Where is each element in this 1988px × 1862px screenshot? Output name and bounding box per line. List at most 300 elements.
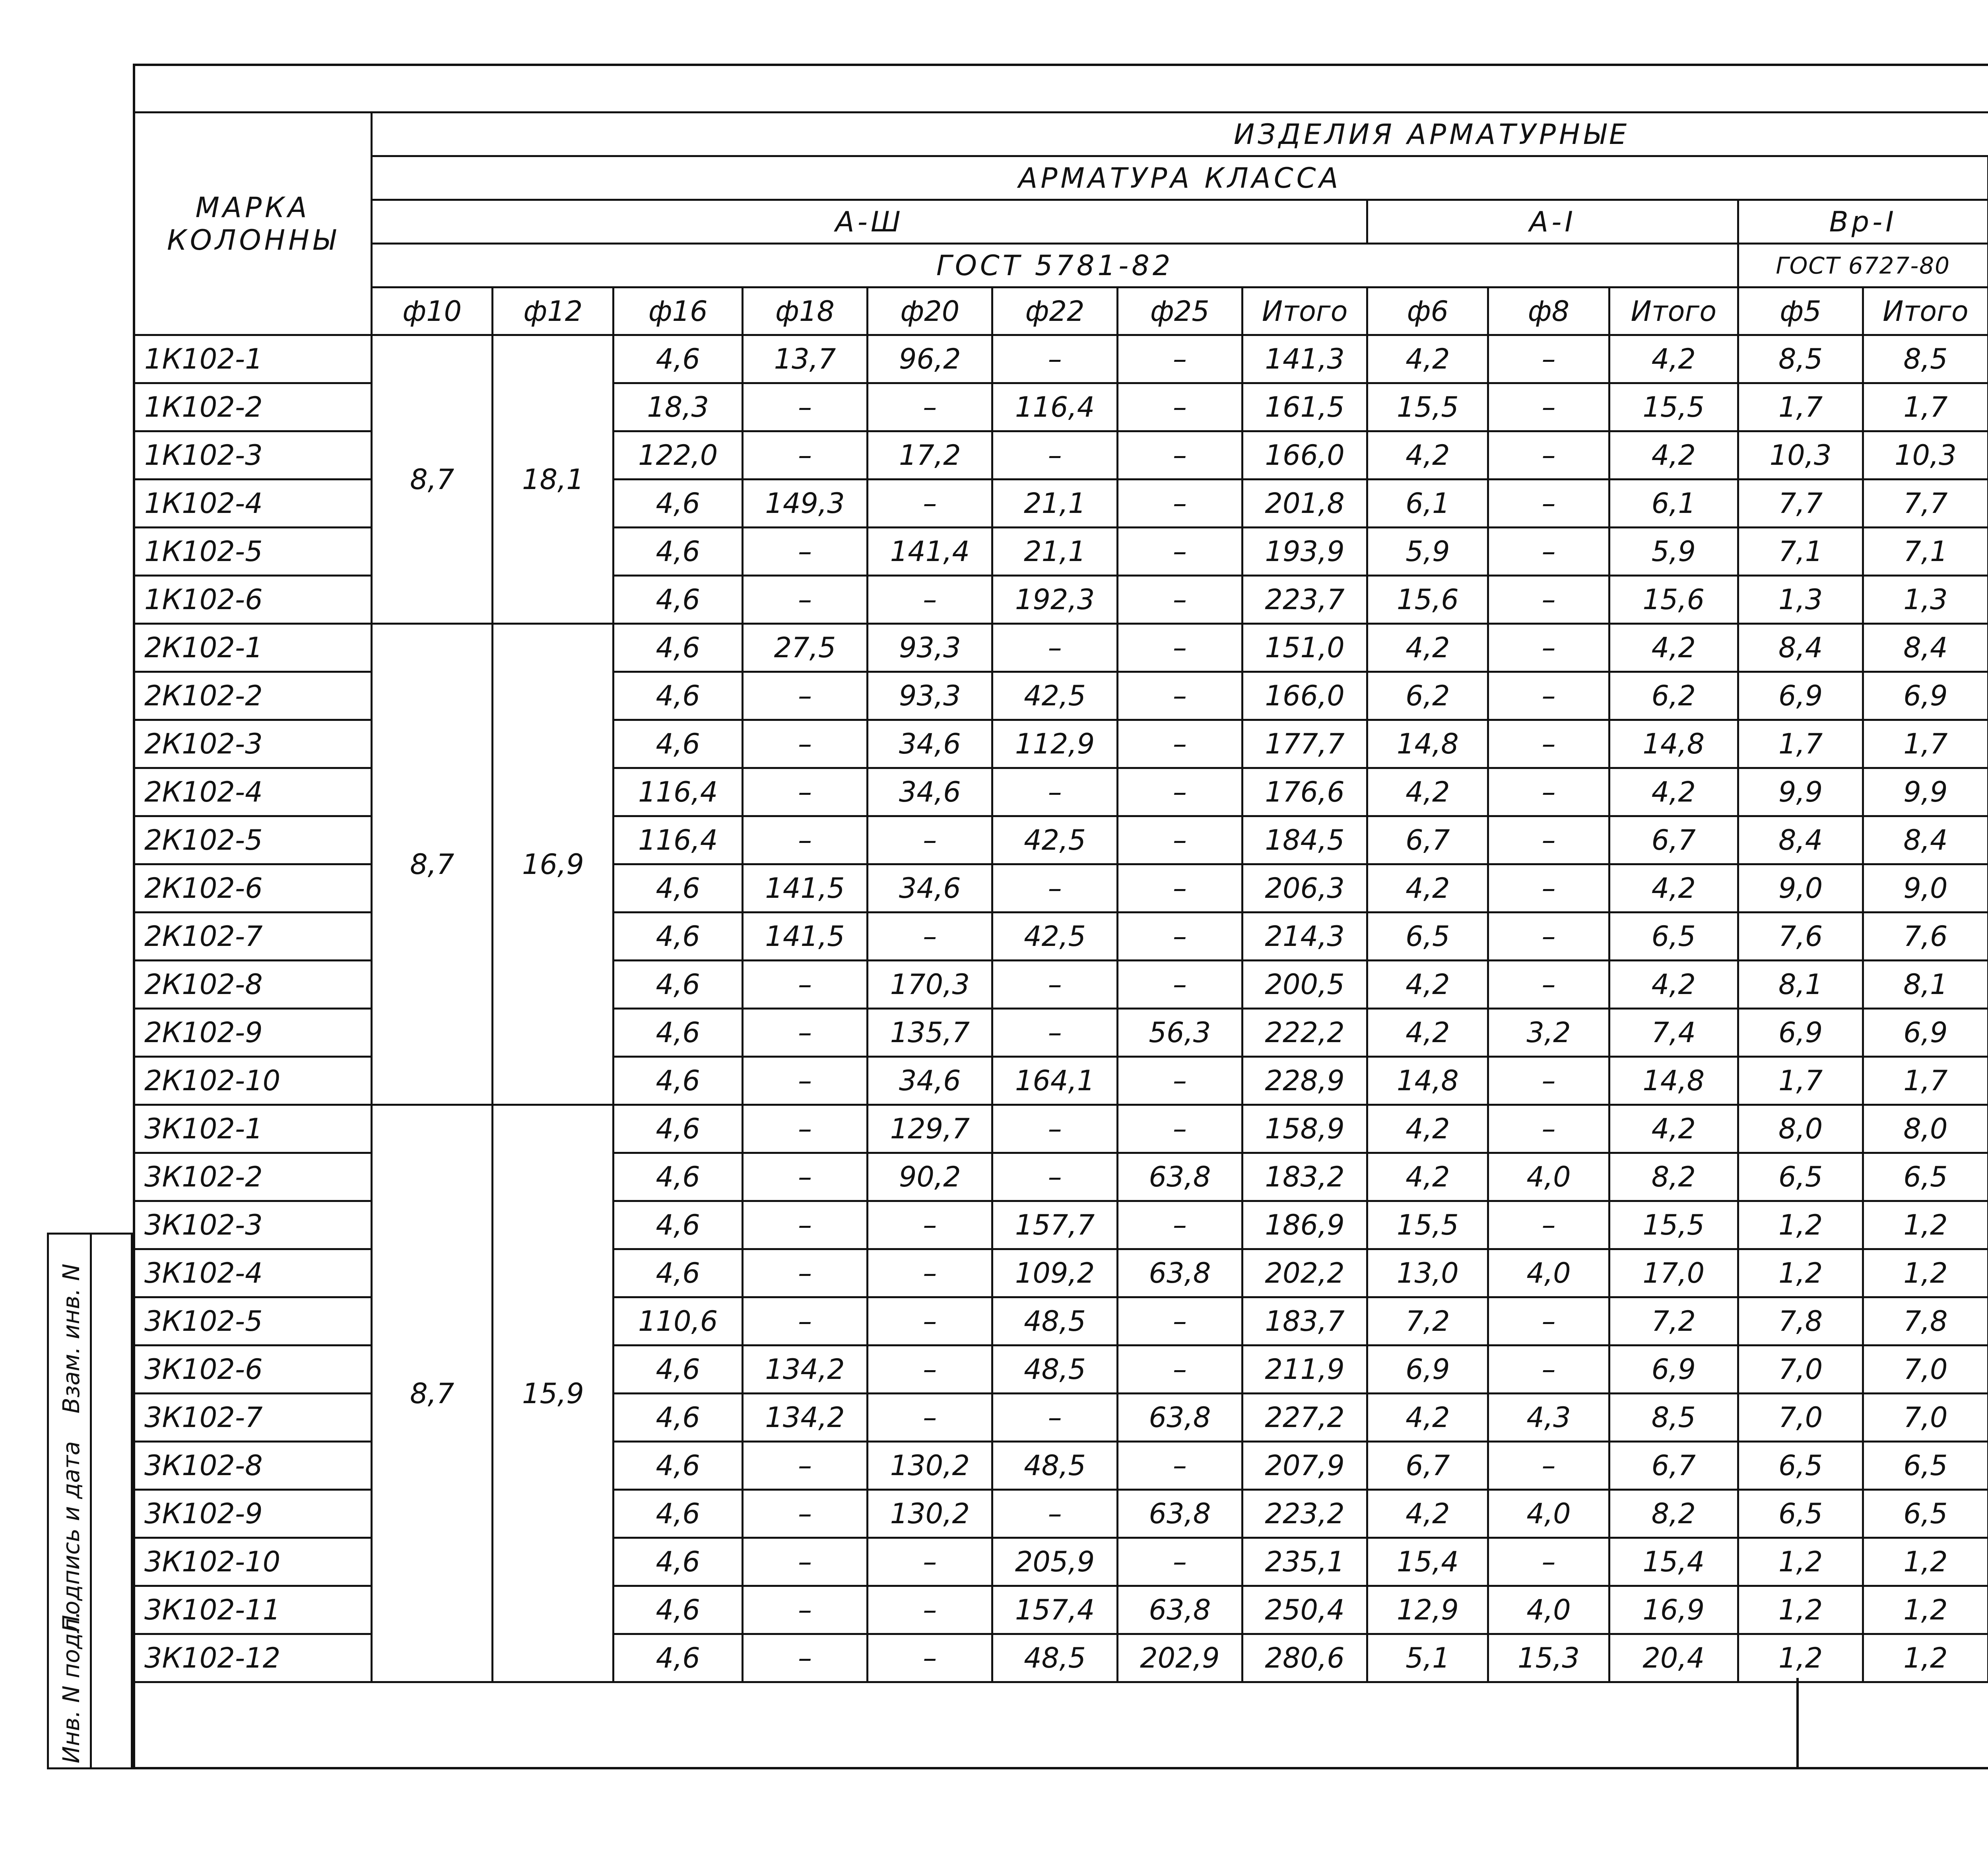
value-cell: 1,2 bbox=[1738, 1538, 1863, 1586]
value-cell: 4,6 bbox=[613, 1105, 742, 1153]
value-cell: – bbox=[742, 961, 867, 1009]
subheader-cell: ф12 bbox=[493, 287, 613, 335]
value-cell: 157,4 bbox=[992, 1586, 1117, 1634]
value-cell: 7,6 bbox=[1738, 913, 1863, 961]
value-cell: – bbox=[742, 1153, 867, 1201]
value-cell: – bbox=[1117, 1057, 1242, 1105]
value-cell: 4,0 bbox=[1488, 1249, 1609, 1297]
header-arm-class: АРМАТУРА КЛАССА bbox=[372, 156, 1988, 200]
value-cell: 34,6 bbox=[868, 768, 992, 816]
value-cell: 4,2 bbox=[1609, 624, 1738, 672]
value-cell: 48,5 bbox=[992, 1297, 1117, 1346]
value-cell: – bbox=[868, 1394, 992, 1442]
value-cell: 16,9 bbox=[1609, 1586, 1738, 1634]
row-mark: 2К102-9 bbox=[134, 1009, 372, 1057]
value-cell: 4,2 bbox=[1609, 1105, 1738, 1153]
value-cell: 134,2 bbox=[742, 1394, 867, 1442]
value-cell: 8,5 bbox=[1738, 335, 1863, 383]
value-cell: 1,7 bbox=[1863, 383, 1988, 431]
subheader-cell: ф5 bbox=[1738, 287, 1863, 335]
value-cell: 116,4 bbox=[613, 816, 742, 864]
value-cell: 6,5 bbox=[1863, 1442, 1988, 1490]
document-code bbox=[1796, 1678, 1988, 1769]
header-column-mark: МАРКА КОЛОННЫ bbox=[134, 113, 372, 335]
table-row bbox=[134, 1105, 1988, 1153]
value-cell: – bbox=[992, 864, 1117, 913]
value-cell: – bbox=[742, 720, 867, 768]
value-cell: 186,9 bbox=[1242, 1201, 1367, 1249]
value-cell: 48,5 bbox=[992, 1634, 1117, 1682]
value-cell: 4,2 bbox=[1367, 1394, 1488, 1442]
row-mark: 3К102-7 bbox=[134, 1394, 372, 1442]
value-cell: 176,6 bbox=[1242, 768, 1367, 816]
value-cell: 34,6 bbox=[868, 1057, 992, 1105]
value-cell: 56,3 bbox=[1117, 1009, 1242, 1057]
value-cell: 14,8 bbox=[1367, 1057, 1488, 1105]
value-cell: 8,1 bbox=[1863, 961, 1988, 1009]
value-cell: 6,7 bbox=[1367, 816, 1488, 864]
value-cell: 4,2 bbox=[1367, 961, 1488, 1009]
row-mark: 3К102-8 bbox=[134, 1442, 372, 1490]
row-mark: 3К102-3 bbox=[134, 1201, 372, 1249]
row-mark: 3К102-2 bbox=[134, 1153, 372, 1201]
value-cell: 4,0 bbox=[1488, 1153, 1609, 1201]
value-cell: 4,6 bbox=[613, 913, 742, 961]
value-cell: 134,2 bbox=[742, 1346, 867, 1394]
value-cell: – bbox=[1488, 1201, 1609, 1249]
value-cell: – bbox=[1488, 431, 1609, 480]
subheader-cell: ф22 bbox=[992, 287, 1117, 335]
header-gost-a: ГОСТ 5781-82 bbox=[372, 244, 1738, 287]
row-mark: 2К102-6 bbox=[134, 864, 372, 913]
value-cell: 93,3 bbox=[868, 624, 992, 672]
value-cell: 4,2 bbox=[1367, 1490, 1488, 1538]
value-cell: 3,2 bbox=[1488, 1009, 1609, 1057]
value-cell: 4,6 bbox=[613, 672, 742, 720]
value-cell: 8,5 bbox=[1609, 1394, 1738, 1442]
value-cell: 164,1 bbox=[992, 1057, 1117, 1105]
value-cell: 7,6 bbox=[1863, 913, 1988, 961]
value-cell: 112,9 bbox=[992, 720, 1117, 768]
value-cell: – bbox=[868, 913, 992, 961]
value-cell: 20,4 bbox=[1609, 1634, 1738, 1682]
value-cell: 7,0 bbox=[1863, 1346, 1988, 1394]
value-cell: – bbox=[742, 1057, 867, 1105]
value-cell: 6,9 bbox=[1738, 1009, 1863, 1057]
value-cell: – bbox=[1488, 624, 1609, 672]
row-mark: 3К102-6 bbox=[134, 1346, 372, 1394]
value-cell: 6,2 bbox=[1609, 672, 1738, 720]
value-cell: 280,6 bbox=[1242, 1634, 1367, 1682]
value-cell: 4,6 bbox=[613, 1201, 742, 1249]
value-cell: – bbox=[1488, 864, 1609, 913]
value-cell: 184,5 bbox=[1242, 816, 1367, 864]
value-cell: 4,2 bbox=[1609, 961, 1738, 1009]
value-cell: 6,5 bbox=[1738, 1490, 1863, 1538]
value-cell: 4,2 bbox=[1367, 335, 1488, 383]
value-cell: 8,4 bbox=[1863, 816, 1988, 864]
value-cell: 14,8 bbox=[1609, 720, 1738, 768]
value-cell: 161,5 bbox=[1242, 383, 1367, 431]
value-cell: – bbox=[868, 816, 992, 864]
value-cell: – bbox=[742, 431, 867, 480]
row-mark: 1К102-4 bbox=[134, 480, 372, 528]
row-mark: 2К102-1 bbox=[134, 624, 372, 672]
value-cell: 4,2 bbox=[1609, 335, 1738, 383]
value-cell: 4,6 bbox=[613, 576, 742, 624]
value-cell: 6,5 bbox=[1609, 913, 1738, 961]
value-cell: – bbox=[1488, 576, 1609, 624]
value-cell: 223,7 bbox=[1242, 576, 1367, 624]
value-cell: 222,2 bbox=[1242, 1009, 1367, 1057]
value-cell: 149,3 bbox=[742, 480, 867, 528]
value-cell: – bbox=[1488, 720, 1609, 768]
value-cell: – bbox=[1488, 1538, 1609, 1586]
value-cell: 4,3 bbox=[1488, 1394, 1609, 1442]
value-cell: 4,6 bbox=[613, 864, 742, 913]
value-cell: 200,5 bbox=[1242, 961, 1367, 1009]
value-cell: – bbox=[1117, 1297, 1242, 1346]
value-cell: 228,9 bbox=[1242, 1057, 1367, 1105]
value-cell: 4,2 bbox=[1367, 768, 1488, 816]
value-cell: – bbox=[868, 480, 992, 528]
value-cell: 42,5 bbox=[992, 672, 1117, 720]
header-class-a3: А-Ш bbox=[372, 200, 1367, 244]
value-cell: 116,4 bbox=[613, 768, 742, 816]
value-cell: 122,0 bbox=[613, 431, 742, 480]
row-mark: 3К102-9 bbox=[134, 1490, 372, 1538]
value-cell: – bbox=[1117, 624, 1242, 672]
row-mark: 2К102-10 bbox=[134, 1057, 372, 1105]
value-cell: – bbox=[742, 1490, 867, 1538]
value-cell: – bbox=[868, 383, 992, 431]
value-cell: 227,2 bbox=[1242, 1394, 1367, 1442]
value-cell: 4,2 bbox=[1609, 431, 1738, 480]
value-cell: 42,5 bbox=[992, 816, 1117, 864]
value-cell: 15,5 bbox=[1367, 1201, 1488, 1249]
value-cell: 177,7 bbox=[1242, 720, 1367, 768]
value-cell: – bbox=[1117, 913, 1242, 961]
subheader-cell: ф6 bbox=[1367, 287, 1488, 335]
value-cell: – bbox=[742, 528, 867, 576]
value-cell: – bbox=[868, 1346, 992, 1394]
row-mark: 3К102-5 bbox=[134, 1297, 372, 1346]
value-cell: 7,8 bbox=[1863, 1297, 1988, 1346]
value-cell: 141,3 bbox=[1242, 335, 1367, 383]
value-cell: 223,2 bbox=[1242, 1490, 1367, 1538]
value-cell: 14,8 bbox=[1609, 1057, 1738, 1105]
value-cell: 4,6 bbox=[613, 1009, 742, 1057]
row-mark: 1К102-3 bbox=[134, 431, 372, 480]
row-mark: 1К102-1 bbox=[134, 335, 372, 383]
subheader-cell: ф16 bbox=[613, 287, 742, 335]
value-cell: – bbox=[1488, 528, 1609, 576]
reinforcement-table bbox=[133, 111, 1988, 1683]
value-cell: 1,3 bbox=[1863, 576, 1988, 624]
value-cell: – bbox=[742, 1249, 867, 1297]
value-cell: 1,2 bbox=[1863, 1586, 1988, 1634]
row-mark: 2К102-2 bbox=[134, 672, 372, 720]
value-cell: 15,3 bbox=[1488, 1634, 1609, 1682]
value-cell: 4,6 bbox=[613, 1586, 742, 1634]
value-cell: 18,3 bbox=[613, 383, 742, 431]
value-cell: – bbox=[1488, 480, 1609, 528]
value-cell: 141,5 bbox=[742, 864, 867, 913]
value-cell: 6,9 bbox=[1863, 1009, 1988, 1057]
value-cell: – bbox=[868, 1201, 992, 1249]
value-cell: 5,9 bbox=[1367, 528, 1488, 576]
subheader-cell: ф10 bbox=[372, 287, 493, 335]
value-cell: 10,3 bbox=[1738, 431, 1863, 480]
value-cell: 15,5 bbox=[1609, 383, 1738, 431]
row-mark: 2К102-4 bbox=[134, 768, 372, 816]
value-cell: 4,6 bbox=[613, 1634, 742, 1682]
value-cell: 1,3 bbox=[1738, 576, 1863, 624]
value-cell: 206,3 bbox=[1242, 864, 1367, 913]
value-cell: 6,5 bbox=[1863, 1153, 1988, 1201]
value-cell: – bbox=[1117, 431, 1242, 480]
value-cell: 8,4 bbox=[1738, 816, 1863, 864]
value-cell: 4,6 bbox=[613, 720, 742, 768]
value-cell: – bbox=[742, 1634, 867, 1682]
merged-d10-cell: 8,7 bbox=[372, 1105, 493, 1682]
value-cell: 6,9 bbox=[1609, 1346, 1738, 1394]
subheader-cell: Итого bbox=[1242, 287, 1367, 335]
value-cell: 6,2 bbox=[1367, 672, 1488, 720]
value-cell: 1,2 bbox=[1738, 1249, 1863, 1297]
value-cell: 90,2 bbox=[868, 1153, 992, 1201]
row-mark: 3К102-1 bbox=[134, 1105, 372, 1153]
row-mark: 2К102-7 bbox=[134, 913, 372, 961]
value-cell: – bbox=[1117, 720, 1242, 768]
value-cell: 7,1 bbox=[1863, 528, 1988, 576]
value-cell: 48,5 bbox=[992, 1346, 1117, 1394]
value-cell: 5,1 bbox=[1367, 1634, 1488, 1682]
value-cell: – bbox=[1488, 768, 1609, 816]
value-cell: 15,6 bbox=[1367, 576, 1488, 624]
value-cell: 166,0 bbox=[1242, 672, 1367, 720]
side-label-inv: Инв. N подл. bbox=[58, 1611, 85, 1763]
value-cell: – bbox=[1488, 913, 1609, 961]
value-cell: 1,2 bbox=[1863, 1634, 1988, 1682]
value-cell: – bbox=[742, 1442, 867, 1490]
value-cell: – bbox=[1488, 1346, 1609, 1394]
value-cell: – bbox=[742, 576, 867, 624]
row-mark: 1К102-2 bbox=[134, 383, 372, 431]
row-mark: 3К102-10 bbox=[134, 1538, 372, 1586]
merged-d10-cell: 8,7 bbox=[372, 624, 493, 1105]
value-cell: 9,9 bbox=[1738, 768, 1863, 816]
value-cell: – bbox=[1117, 864, 1242, 913]
row-mark: 1К102-6 bbox=[134, 576, 372, 624]
value-cell: 12,9 bbox=[1367, 1586, 1488, 1634]
value-cell: 4,0 bbox=[1488, 1490, 1609, 1538]
value-cell: 201,8 bbox=[1242, 480, 1367, 528]
value-cell: 13,7 bbox=[742, 335, 867, 383]
value-cell: 15,4 bbox=[1609, 1538, 1738, 1586]
value-cell: 192,3 bbox=[992, 576, 1117, 624]
value-cell: 1,7 bbox=[1863, 1057, 1988, 1105]
value-cell: 8,1 bbox=[1738, 961, 1863, 1009]
value-cell: 4,6 bbox=[613, 1538, 742, 1586]
value-cell: 34,6 bbox=[868, 720, 992, 768]
row-mark: 3К102-12 bbox=[134, 1634, 372, 1682]
value-cell: – bbox=[1488, 816, 1609, 864]
value-cell: 4,6 bbox=[613, 1057, 742, 1105]
value-cell: – bbox=[868, 1297, 992, 1346]
value-cell: 193,9 bbox=[1242, 528, 1367, 576]
value-cell: – bbox=[1117, 1442, 1242, 1490]
value-cell: 110,6 bbox=[613, 1297, 742, 1346]
value-cell: 6,9 bbox=[1367, 1346, 1488, 1394]
header-gost-vr: ГОСТ 6727-80 bbox=[1738, 244, 1988, 287]
value-cell: 7,4 bbox=[1609, 1009, 1738, 1057]
header-class-a1: А-I bbox=[1367, 200, 1738, 244]
value-cell: 4,2 bbox=[1367, 1153, 1488, 1201]
value-cell: – bbox=[992, 768, 1117, 816]
value-cell: 7,1 bbox=[1738, 528, 1863, 576]
value-cell: – bbox=[1117, 816, 1242, 864]
value-cell: 4,0 bbox=[1488, 1586, 1609, 1634]
value-cell: – bbox=[868, 1586, 992, 1634]
value-cell: 1,7 bbox=[1863, 720, 1988, 768]
value-cell: 250,4 bbox=[1242, 1586, 1367, 1634]
value-cell: 4,6 bbox=[613, 1153, 742, 1201]
value-cell: – bbox=[992, 1009, 1117, 1057]
subheader-cell: ф8 bbox=[1488, 287, 1609, 335]
value-cell: 8,5 bbox=[1863, 335, 1988, 383]
value-cell: 151,0 bbox=[1242, 624, 1367, 672]
subheader-cell: ф20 bbox=[868, 287, 992, 335]
value-cell: – bbox=[868, 1249, 992, 1297]
value-cell: 158,9 bbox=[1242, 1105, 1367, 1153]
value-cell: 63,8 bbox=[1117, 1490, 1242, 1538]
value-cell: 4,6 bbox=[613, 624, 742, 672]
row-mark: 3К102-4 bbox=[134, 1249, 372, 1297]
value-cell: 1,2 bbox=[1738, 1586, 1863, 1634]
value-cell: 8,4 bbox=[1738, 624, 1863, 672]
side-label-sign: Подпись и дата bbox=[58, 1441, 85, 1632]
value-cell: 214,3 bbox=[1242, 913, 1367, 961]
value-cell: 6,5 bbox=[1738, 1153, 1863, 1201]
value-cell: 27,5 bbox=[742, 624, 867, 672]
value-cell: 6,7 bbox=[1609, 1442, 1738, 1490]
value-cell: – bbox=[1117, 1346, 1242, 1394]
value-cell: 15,6 bbox=[1609, 576, 1738, 624]
value-cell: 6,7 bbox=[1367, 1442, 1488, 1490]
value-cell: – bbox=[742, 672, 867, 720]
value-cell: 63,8 bbox=[1117, 1394, 1242, 1442]
value-cell: 130,2 bbox=[868, 1490, 992, 1538]
value-cell: – bbox=[742, 1586, 867, 1634]
value-cell: 1,7 bbox=[1738, 720, 1863, 768]
value-cell: 170,3 bbox=[868, 961, 992, 1009]
value-cell: 1,2 bbox=[1738, 1634, 1863, 1682]
value-cell: 141,5 bbox=[742, 913, 867, 961]
value-cell: – bbox=[992, 1105, 1117, 1153]
value-cell: – bbox=[1117, 335, 1242, 383]
value-cell: 6,1 bbox=[1609, 480, 1738, 528]
merged-d12-cell: 18,1 bbox=[493, 335, 613, 624]
value-cell: 96,2 bbox=[868, 335, 992, 383]
merged-d12-cell: 15,9 bbox=[493, 1105, 613, 1682]
value-cell: 4,2 bbox=[1367, 624, 1488, 672]
value-cell: 4,2 bbox=[1367, 864, 1488, 913]
value-cell: 8,2 bbox=[1609, 1153, 1738, 1201]
value-cell: – bbox=[992, 335, 1117, 383]
value-cell: 4,2 bbox=[1367, 431, 1488, 480]
value-cell: 15,4 bbox=[1367, 1538, 1488, 1586]
value-cell: 1,2 bbox=[1863, 1249, 1988, 1297]
value-cell: 183,2 bbox=[1242, 1153, 1367, 1201]
subheader-cell: ф18 bbox=[742, 287, 867, 335]
value-cell: 4,6 bbox=[613, 480, 742, 528]
value-cell: 17,0 bbox=[1609, 1249, 1738, 1297]
value-cell: 8,0 bbox=[1738, 1105, 1863, 1153]
value-cell: – bbox=[1117, 768, 1242, 816]
value-cell: 13,0 bbox=[1367, 1249, 1488, 1297]
row-mark: 1К102-5 bbox=[134, 528, 372, 576]
value-cell: 4,6 bbox=[613, 1442, 742, 1490]
value-cell: 7,8 bbox=[1738, 1297, 1863, 1346]
value-cell: 211,9 bbox=[1242, 1346, 1367, 1394]
value-cell: 7,7 bbox=[1738, 480, 1863, 528]
value-cell: 8,0 bbox=[1863, 1105, 1988, 1153]
value-cell: – bbox=[1488, 1297, 1609, 1346]
value-cell: 63,8 bbox=[1117, 1153, 1242, 1201]
value-cell: – bbox=[1117, 1538, 1242, 1586]
value-cell: – bbox=[1117, 383, 1242, 431]
value-cell: – bbox=[868, 1538, 992, 1586]
value-cell: 7,2 bbox=[1609, 1297, 1738, 1346]
value-cell: – bbox=[742, 1009, 867, 1057]
value-cell: 4,2 bbox=[1609, 864, 1738, 913]
value-cell: 109,2 bbox=[992, 1249, 1117, 1297]
value-cell: 7,7 bbox=[1863, 480, 1988, 528]
value-cell: 9,9 bbox=[1863, 768, 1988, 816]
value-cell: – bbox=[1117, 528, 1242, 576]
value-cell: 6,9 bbox=[1738, 672, 1863, 720]
value-cell: – bbox=[1488, 1442, 1609, 1490]
value-cell: 4,6 bbox=[613, 1490, 742, 1538]
value-cell: 202,2 bbox=[1242, 1249, 1367, 1297]
merged-d10-cell: 8,7 bbox=[372, 335, 493, 624]
row-mark: 2К102-8 bbox=[134, 961, 372, 1009]
value-cell: 4,6 bbox=[613, 961, 742, 1009]
value-cell: 4,2 bbox=[1367, 1105, 1488, 1153]
value-cell: 15,5 bbox=[1609, 1201, 1738, 1249]
value-cell: – bbox=[992, 1153, 1117, 1201]
value-cell: 4,6 bbox=[613, 528, 742, 576]
value-cell: 7,0 bbox=[1863, 1394, 1988, 1442]
value-cell: 202,9 bbox=[1117, 1634, 1242, 1682]
value-cell: 129,7 bbox=[868, 1105, 992, 1153]
value-cell: – bbox=[992, 624, 1117, 672]
side-stamp bbox=[47, 1233, 133, 1769]
side-label-replace: Взам. инв. N bbox=[58, 1264, 85, 1413]
value-cell: 6,1 bbox=[1367, 480, 1488, 528]
value-cell: – bbox=[1117, 576, 1242, 624]
value-cell: 235,1 bbox=[1242, 1538, 1367, 1586]
value-cell: 34,6 bbox=[868, 864, 992, 913]
value-cell: – bbox=[1117, 672, 1242, 720]
value-cell: – bbox=[868, 1634, 992, 1682]
header-class-vr1: Вр-I bbox=[1738, 200, 1988, 244]
value-cell: 14,8 bbox=[1367, 720, 1488, 768]
table-row bbox=[134, 335, 1988, 383]
value-cell: 207,9 bbox=[1242, 1442, 1367, 1490]
subheader-cell: Итого bbox=[1609, 287, 1738, 335]
